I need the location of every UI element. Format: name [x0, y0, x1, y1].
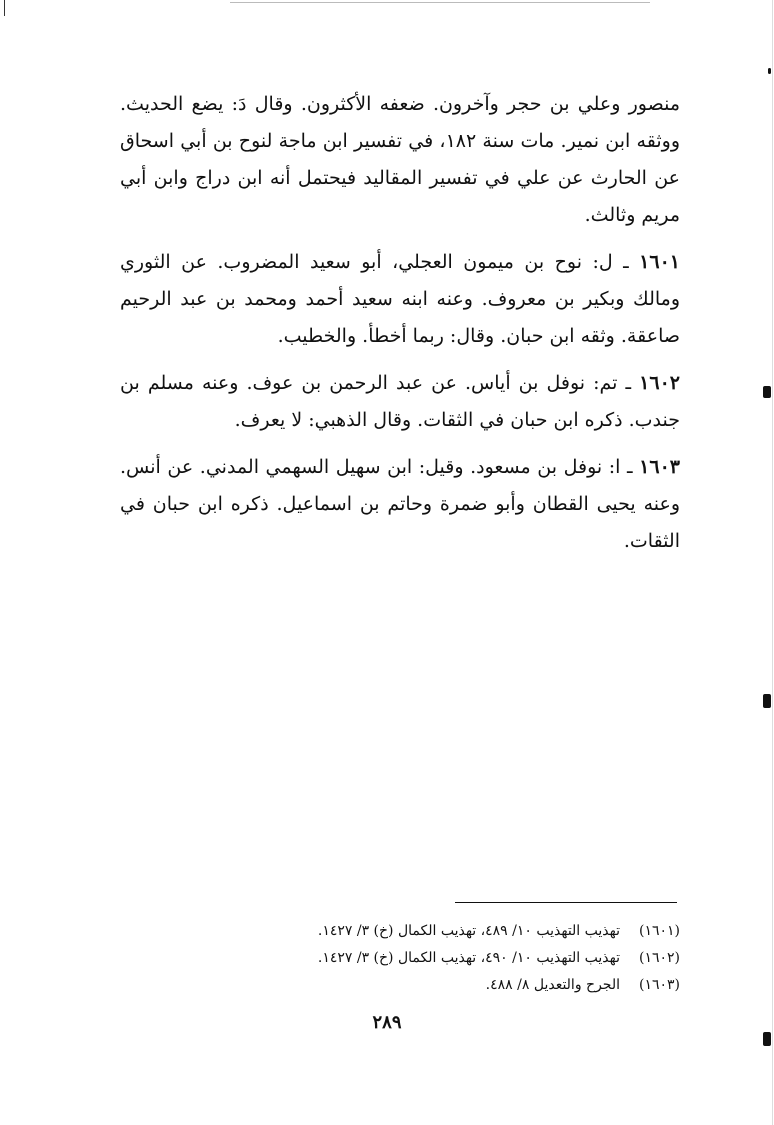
page-number: ٢٨٩	[372, 1012, 402, 1033]
entry-1602	[120, 365, 680, 439]
entry-text: ـ ل: نوح بن ميمون العجلي، أبو سعيد المضروب. عن الثوري ومالك وبكير بن معروف. وعنه ابنه سعيد أحمد ومحمد بن عبد الرحيم صاعقة. وثقه ابن حبان. وقال: ربما أخطأ. والخطيب.	[120, 251, 680, 347]
footnote	[250, 945, 680, 972]
footnotes	[250, 918, 680, 999]
paragraph-text: منصور وعلي بن حجر وآخرون. ضعفه الأكثرون. وقال دَ: يضع الحديث. ووثقه ابن نمير. مات سنة ١٨٢، في تفسير ابن ماجة لنوح بن أبي اسحاق عن الحارث عن علي في تفسير المقاليد فيحتمل أنه ابن دراج وابن أبي مريم وثالث.	[120, 93, 680, 226]
footnote	[250, 972, 680, 999]
footnote-number: (١٦٠٢)	[638, 950, 680, 966]
scan-edge-line-right	[772, 0, 773, 1125]
scan-edge-mark	[4, 0, 5, 16]
entry-number: ١٦٠٢	[639, 372, 680, 394]
footnote	[250, 918, 680, 945]
scan-edge-line	[230, 2, 650, 3]
footnote-text: تهذيب التهذيب ١٠/ ٤٨٩، تهذيب الكمال (خ) ٣/ ١٤٢٧.	[317, 923, 620, 939]
footnote-text: تهذيب التهذيب ١٠/ ٤٩٠، تهذيب الكمال (خ) ٣/ ١٤٢٧.	[317, 950, 620, 966]
footnote-number: (١٦٠٣)	[638, 977, 680, 993]
entry-text: ـ ا: نوفل بن مسعود. وقيل: ابن سهيل السهمي المدني. عن أنس. وعنه يحيى القطان وأبو ضمرة وحاتم بن اسماعيل. ذكره ابن حبان في الثقات.	[120, 456, 680, 552]
binding-mark	[768, 68, 771, 74]
entry-1603	[120, 449, 680, 560]
entry-text: ـ تم: نوفل بن أياس. عن عبد الرحمن بن عوف. وعنه مسلم بن جندب. ذكره ابن حبان في الثقات. وقال الذهبي: لا يعرف.	[120, 372, 680, 431]
entry-1601	[120, 244, 680, 355]
binding-mark	[763, 386, 771, 398]
binding-mark	[763, 694, 771, 708]
entry-number: ١٦٠١	[639, 251, 680, 273]
footnote-number: (١٦٠١)	[638, 923, 680, 939]
entry-number: ١٦٠٣	[639, 456, 680, 478]
footnote-separator	[455, 902, 677, 903]
paragraph-continuation	[120, 86, 680, 234]
footnote-text: الجرح والتعديل ٨/ ٤٨٨.	[485, 977, 620, 993]
binding-mark	[763, 1032, 771, 1046]
main-text	[120, 86, 680, 570]
